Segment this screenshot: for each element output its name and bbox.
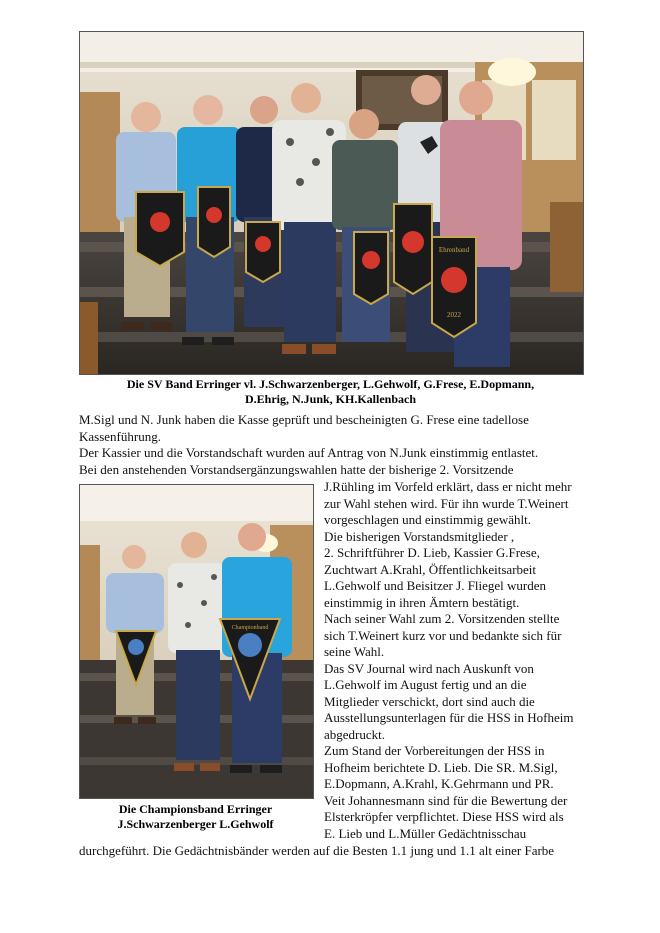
text-line: Das SV Journal wird nach Auskunft von <box>324 660 534 676</box>
photo2-caption-line2: J.Schwarzenberger L.Gehwolf <box>117 817 274 831</box>
text-line: E. Lieb und L.Müller Gedächtnisschau <box>324 825 527 841</box>
text-line: sich T.Weinert kurz vor und bedankte sich für <box>324 627 562 643</box>
text-line: einstimmig in ihren Ämtern bestätigt. <box>324 594 520 610</box>
svg-text:Championband: Championband <box>231 625 269 631</box>
champion-person-2 <box>168 532 226 771</box>
text-line: J.Rühling im Vorfeld erklärt, dass er nicht mehr <box>324 479 572 494</box>
photo1-caption-line2: D.Ehrig, N.Junk, KH.Kallenbach <box>244 392 417 406</box>
text-line: 2. Schriftführer D. Lieb, Kassier G.Frese, <box>324 545 540 560</box>
text-line: vorgeschlagen und einstimmig gewählt. <box>324 512 531 527</box>
text-line: E.Dopmann, A.Krahl, K.Gehrmann und PR. <box>324 776 554 791</box>
text-line: Elsterkröpfer verpflichtet. Diese HSS wird als <box>324 809 564 824</box>
photo1-caption-line1: Die SV Band Erringer vl. J.Schwarzenberger, L.Gehwolf, G.Frese, E.Dopmann, <box>126 377 535 391</box>
last-line: durchgeführt. Die Gedächtnisbänder werden auf die Besten 1.1 jung und 1.1 alt einer Farbe <box>79 843 555 858</box>
champion-photo <box>79 484 314 799</box>
svg-text:Ehrenband: Ehrenband <box>438 246 470 254</box>
text-line: Nach seiner Wahl zum 2. Vorsitzenden stellte <box>324 611 560 626</box>
body-top <box>79 412 582 478</box>
text-line: Zum Stand der Vorbereitungen der HSS in <box>324 743 545 758</box>
photo1-caption <box>79 377 582 407</box>
paragraph-kassenpruefung: M.Sigl und N. Junk haben die Kasse geprüft und bescheinigten G. Frese eine tadellose Kassenführung. <box>79 412 529 444</box>
group-photo <box>79 31 584 375</box>
right-column-text <box>324 479 589 842</box>
text-line: L.Gehwolf und Beisitzer J. Fliegel wurden <box>324 578 547 593</box>
paragraph-entlastung: Der Kassier und die Vorstandschaft wurden auf Antrag von N.Junk einstimmig entlastet. <box>79 445 539 460</box>
text-line: Ausstellungsunterlagen für die HSS in Hofheim <box>324 710 574 725</box>
text-line: Veit Johannesmann sind für die Bewertung der <box>324 792 568 808</box>
text-line: abgedruckt. <box>324 726 386 742</box>
text-line: zur Wahl stehen wird. Für ihn wurde T.Weinert <box>324 495 569 511</box>
text-line: L.Gehwolf im August fertig und an die <box>324 677 527 692</box>
svg-text:2022: 2022 <box>447 311 461 319</box>
text-line: Hofheim berichtete D. Lieb. Die SR. M.Sigl, <box>324 759 558 775</box>
text-line: Zuchtwart A.Krahl, Öffentlichkeitsarbeit <box>324 561 537 577</box>
paragraph-wahlen-start: Bei den anstehenden Vorstandsergänzungswahlen hatte der bisherige 2. Vorsitzende <box>79 461 514 477</box>
text-line: Mitglieder verschickt, dort sind auch die <box>324 693 535 709</box>
photo2-caption <box>79 802 312 832</box>
text-line: Die bisherigen Vorstandsmitglieder , <box>324 528 515 544</box>
text-line: seine Wahl. <box>324 644 385 659</box>
photo2-caption-line1: Die Championsband Erringer <box>118 802 273 816</box>
